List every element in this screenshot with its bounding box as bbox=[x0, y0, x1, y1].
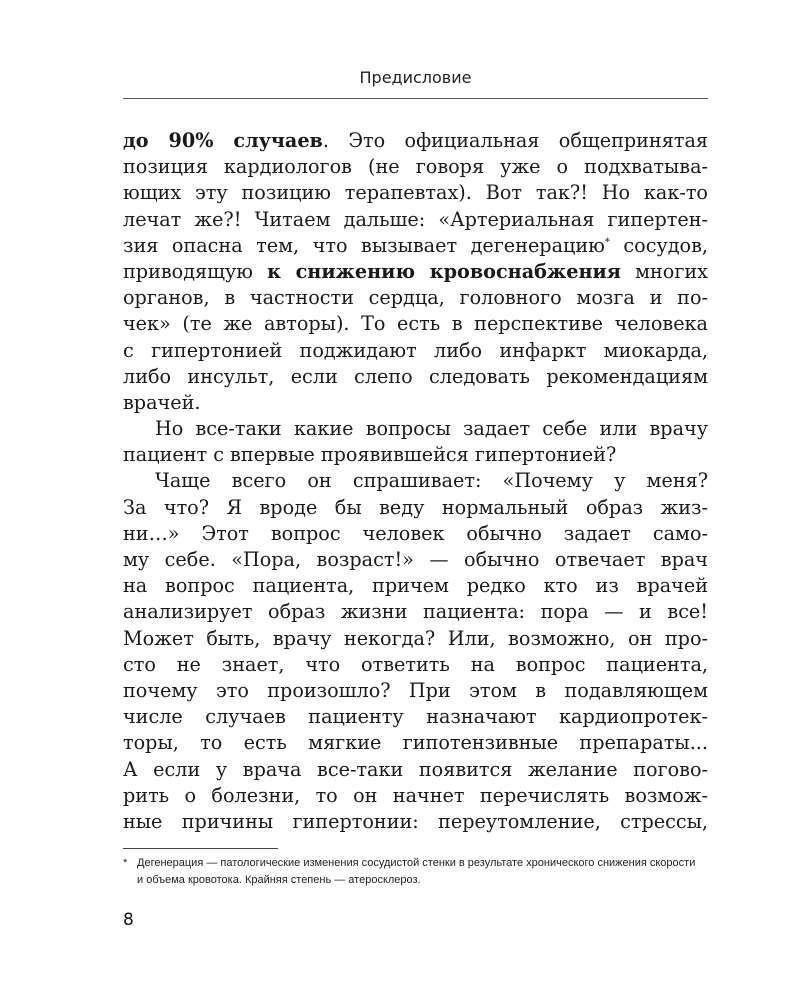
text-line: почему это произошло? При этом в подавляющем bbox=[123, 678, 708, 702]
paragraph-start: Чаще всего он спрашивает: «Почему у меня? bbox=[155, 469, 708, 493]
footnote-text: Дегенерация — патологические изменения сосудистой стенки в результате хронического снижения скорости bbox=[137, 857, 696, 869]
text-line: врачей. bbox=[123, 390, 201, 414]
header-divider bbox=[123, 98, 708, 99]
running-header: Предисловие bbox=[359, 68, 472, 87]
text-line: А если у врача все-таки появится желание погово- bbox=[123, 757, 708, 781]
text-line: лечат же?! Читаем дальше: «Артериальная гипертен- bbox=[123, 207, 708, 231]
text-line: на вопрос пациента, причем редко кто из врачей bbox=[123, 574, 708, 598]
text-line: приводящую к снижению кровоснабжения многих bbox=[123, 259, 708, 283]
text-line: анализирует образ жизни пациента: пора — и все! bbox=[123, 600, 708, 624]
text-line: ющих эту позицию терапевтах). Вот так?! Но как-то bbox=[123, 181, 708, 205]
text-line: позиция кардиологов (не говоря уже о подхватыва- bbox=[123, 155, 708, 179]
text-line: ни…» Этот вопрос человек обычно задает само- bbox=[123, 521, 708, 545]
text-line: чек» (те же авторы). То есть в перспективе человека bbox=[123, 312, 708, 336]
text-line: зия опасна тем, что вызывает дегенерацию* сосудов, bbox=[123, 233, 708, 257]
bold-phrase: к снижению кровоснабжения bbox=[267, 259, 621, 283]
text-line: За что? Я вроде бы веду нормальный образ жиз- bbox=[123, 495, 708, 519]
text-line: му себе. «Пора, возраст!» — обычно отвечает врач bbox=[123, 548, 708, 571]
text-line: либо инсульт, если слепо следовать рекомендациям bbox=[123, 364, 708, 388]
text-line: числе случаев пациенту назначают кардиопротек- bbox=[123, 705, 708, 729]
page-number: 8 bbox=[123, 910, 134, 930]
footnote-reference: * bbox=[604, 236, 610, 248]
text-line: пациент с впервые проявившейся гипертонией? bbox=[123, 443, 617, 467]
footnote-divider bbox=[123, 848, 278, 849]
text-line: до 90% случаев. Это официальная общепринятая bbox=[123, 129, 708, 152]
bold-phrase: до 90% случаев bbox=[123, 129, 323, 152]
body-text bbox=[123, 128, 708, 835]
text-line: рить о болезни, то он начнет перечислять возмож- bbox=[123, 783, 708, 807]
text-line: органов, в частности сердца, головного мозга и по- bbox=[123, 286, 708, 310]
text-line: Может быть, врачу некогда? Или, возможно, он про- bbox=[123, 626, 708, 650]
footnote-marker: * bbox=[123, 857, 128, 869]
paragraph-start: Но все-таки какие вопросы задает себе или врачу bbox=[155, 417, 708, 441]
text-line: сто не знает, что ответить на вопрос пациента, bbox=[123, 652, 708, 676]
text-line: с гипертонией поджидают либо инфаркт миокарда, bbox=[123, 338, 708, 362]
footnote-text: и объема кровотока. Крайняя степень — атеросклероз. bbox=[137, 874, 421, 886]
text-line: ные причины гипертонии: переутомление, стрессы, bbox=[123, 809, 708, 833]
text-line: торы, то есть мягкие гипотензивные препараты... bbox=[123, 731, 708, 755]
footnote bbox=[123, 855, 708, 889]
